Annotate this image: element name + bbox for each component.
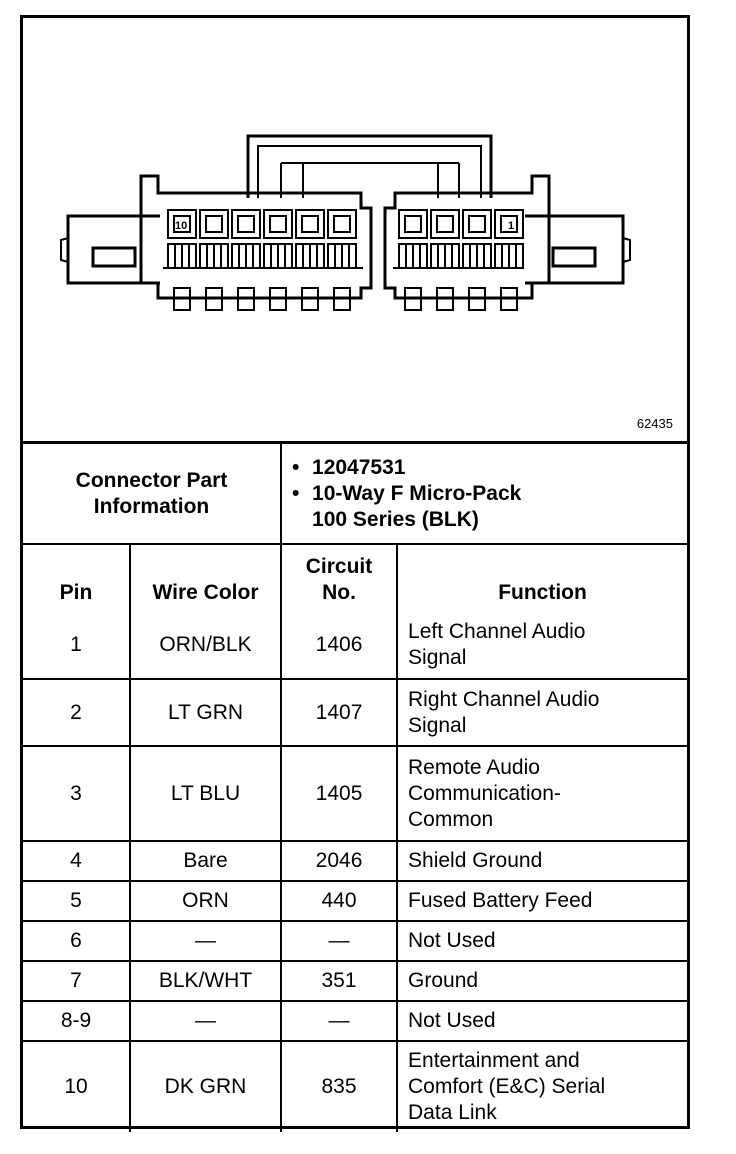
circuit-cell: 440 bbox=[281, 881, 397, 921]
table-row bbox=[23, 961, 687, 1001]
circuit-cell: — bbox=[281, 921, 397, 961]
connector-info-value bbox=[281, 444, 687, 544]
function-cell: Entertainment and Comfort (E&C) Serial Data Link bbox=[397, 1041, 687, 1132]
wire-color-cell: LT BLU bbox=[130, 746, 281, 841]
function-cell: Not Used bbox=[397, 1001, 687, 1041]
figure-id: 62435 bbox=[636, 416, 673, 431]
header-pin: Pin bbox=[23, 544, 130, 612]
wire-color-cell: BLK/WHT bbox=[130, 961, 281, 1001]
function-cell: Right Channel Audio Signal bbox=[397, 679, 687, 746]
part-number: • 12047531 bbox=[312, 455, 677, 481]
pin-cell: 2 bbox=[23, 679, 130, 746]
pin-cell: 3 bbox=[23, 746, 130, 841]
table-row bbox=[23, 841, 687, 881]
latch-inner bbox=[258, 146, 481, 198]
pin-cell: 8-9 bbox=[23, 1001, 130, 1041]
connector-drawing bbox=[23, 18, 687, 444]
left-slot bbox=[93, 248, 135, 266]
connector-illustration bbox=[23, 18, 687, 444]
circuit-cell: 1407 bbox=[281, 679, 397, 746]
function-cell: Left Channel Audio Signal bbox=[397, 612, 687, 679]
function-cell: Shield Ground bbox=[397, 841, 687, 881]
table-header bbox=[23, 544, 687, 612]
pin-cell: 4 bbox=[23, 841, 130, 881]
wire-color-cell: ORN bbox=[130, 881, 281, 921]
function-cell: Not Used bbox=[397, 921, 687, 961]
wire-color-cell: — bbox=[130, 921, 281, 961]
pin-label-last: 1 bbox=[508, 220, 515, 232]
wire-color-cell: LT GRN bbox=[130, 679, 281, 746]
table-row bbox=[23, 679, 687, 746]
function-cell: Ground bbox=[397, 961, 687, 1001]
pin-cell: 7 bbox=[23, 961, 130, 1001]
pin-cell: 5 bbox=[23, 881, 130, 921]
table-row bbox=[23, 1001, 687, 1041]
right-slot bbox=[553, 248, 595, 266]
pin-label-first: 10 bbox=[175, 220, 188, 232]
header-wire-color: Wire Color bbox=[130, 544, 281, 612]
wire-color-cell: — bbox=[130, 1001, 281, 1041]
table-row bbox=[23, 612, 687, 679]
connector-sheet bbox=[20, 15, 690, 1129]
pin-cell: 10 bbox=[23, 1041, 130, 1132]
header-circuit: Circuit No. bbox=[281, 544, 397, 612]
pinout-table bbox=[23, 444, 687, 1132]
table-row bbox=[23, 746, 687, 841]
wire-color-cell: Bare bbox=[130, 841, 281, 881]
connector-series: 100 Series (BLK) bbox=[312, 507, 479, 531]
circuit-cell: 2046 bbox=[281, 841, 397, 881]
connector-info-row bbox=[23, 444, 687, 544]
pin-cell: 1 bbox=[23, 612, 130, 679]
table-row bbox=[23, 881, 687, 921]
wire-color-cell: DK GRN bbox=[130, 1041, 281, 1132]
header-function: Function bbox=[397, 544, 687, 612]
table-row bbox=[23, 921, 687, 961]
circuit-cell: 1406 bbox=[281, 612, 397, 679]
circuit-cell: 1405 bbox=[281, 746, 397, 841]
function-cell: Fused Battery Feed bbox=[397, 881, 687, 921]
table-row bbox=[23, 1041, 687, 1132]
circuit-cell: 835 bbox=[281, 1041, 397, 1132]
function-cell: Remote Audio Communication- Common bbox=[397, 746, 687, 841]
connector-info-label: Connector Part Information bbox=[23, 444, 281, 544]
pin-cell: 6 bbox=[23, 921, 130, 961]
connector-description: • 10-Way F Micro-Pack bbox=[312, 481, 677, 507]
wire-color-cell: ORN/BLK bbox=[130, 612, 281, 679]
circuit-cell: 351 bbox=[281, 961, 397, 1001]
circuit-cell: — bbox=[281, 1001, 397, 1041]
